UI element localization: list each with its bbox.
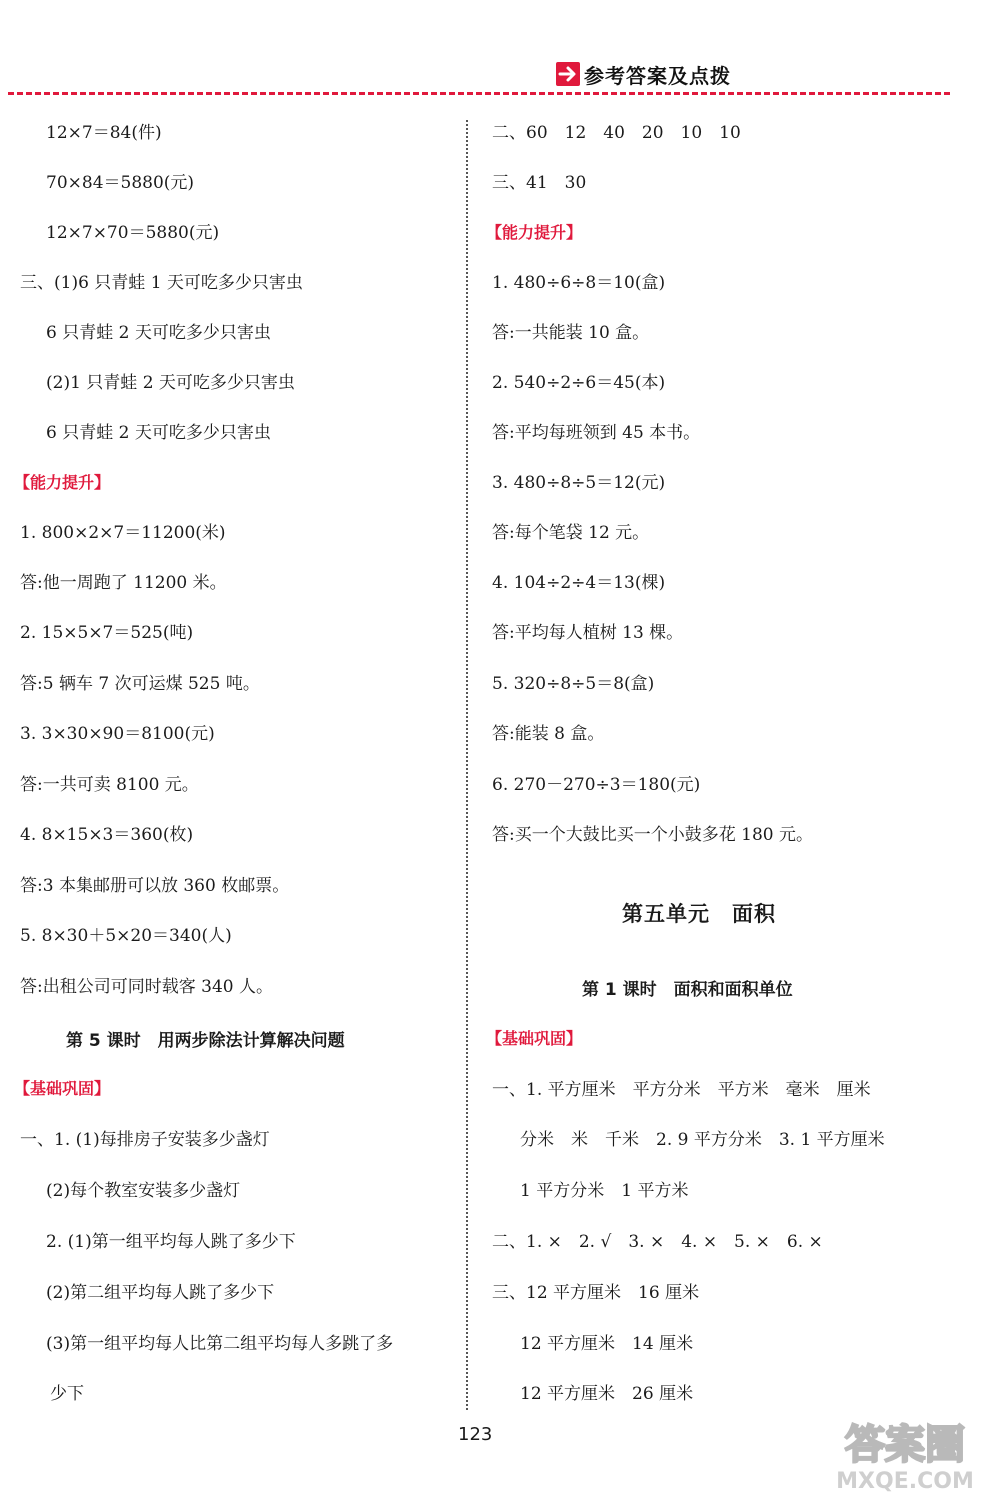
arrow-right-icon [556, 62, 580, 86]
page-number: 123 [458, 1424, 493, 1445]
answer-line: 答:他一周跑了 11200 米。 [20, 573, 227, 593]
answer-line: 少下 [50, 1384, 84, 1404]
answer-line: 1 平方分米 1 平方米 [520, 1181, 689, 1201]
answer-line: 答:买一个大鼓比买一个小鼓多花 180 元。 [492, 825, 813, 845]
answer-line: 三、12 平方厘米 16 厘米 [492, 1283, 700, 1303]
header-title: 参考答案及点拨 [584, 64, 731, 88]
watermark-logo [820, 1410, 990, 1494]
answer-line: 答:出租公司可同时载客 340 人。 [20, 977, 273, 997]
answer-line: 1. 480÷6÷8＝10(盒) [492, 273, 666, 293]
answer-line: 3. 3×30×90＝8100(元) [20, 724, 215, 744]
answer-line: 二、60 12 40 20 10 10 [492, 123, 741, 143]
answer-line: 5. 8×30＋5×20＝340(人) [20, 926, 232, 946]
section-tag: 【基础巩固】 [14, 1079, 111, 1098]
answer-line: 三、(1)6 只青蛙 1 天可吃多少只害虫 [20, 273, 303, 293]
answer-line: 3. 480÷8÷5＝12(元) [492, 473, 666, 493]
answer-line: 答:平均每班领到 45 本书。 [492, 423, 701, 443]
watermark-url: MXQE.COM [836, 1469, 974, 1494]
answer-line: 12×7＝84(件) [46, 123, 162, 143]
answer-line: 答:一共可卖 8100 元。 [20, 775, 199, 795]
lesson-title: 第 1 课时 面积和面积单位 [582, 980, 793, 1000]
answer-line: 一、1. 平方厘米 平方分米 平方米 毫米 厘米 [492, 1080, 871, 1100]
answer-line: 4. 8×15×3＝360(枚) [20, 825, 194, 845]
header-dashed-rule [8, 92, 950, 95]
watermark-text: 答案圈 [845, 1422, 965, 1468]
answer-line: (2)1 只青蛙 2 天可吃多少只害虫 [46, 373, 295, 393]
lesson-title: 第 5 课时 用两步除法计算解决问题 [66, 1031, 345, 1051]
unit-title: 第五单元 面积 [622, 902, 776, 926]
page-header [0, 0, 1000, 110]
answer-line: 12 平方厘米 14 厘米 [520, 1334, 694, 1354]
answer-line: 二、1. × 2. √ 3. × 4. × 5. × 6. × [492, 1232, 823, 1252]
answer-line: 2. 540÷2÷6＝45(本) [492, 373, 666, 393]
answer-line: 4. 104÷2÷4＝13(棵) [492, 573, 666, 593]
answer-line: 12×7×70＝5880(元) [46, 223, 220, 243]
answer-line: 6. 270－270÷3＝180(元) [492, 775, 701, 795]
answer-line: 6 只青蛙 2 天可吃多少只害虫 [46, 423, 271, 443]
answer-line: 分米 米 千米 2. 9 平方分米 3. 1 平方厘米 [520, 1130, 885, 1150]
answer-line: 1. 800×2×7＝11200(米) [20, 523, 226, 543]
answer-line: 2. 15×5×7＝525(吨) [20, 623, 194, 643]
answer-line: 答:3 本集邮册可以放 360 枚邮票。 [20, 876, 290, 896]
answer-line: 一、1. (1)每排房子安装多少盏灯 [20, 1130, 270, 1150]
answer-line: (2)每个教室安装多少盏灯 [46, 1181, 241, 1201]
section-tag: 【能力提升】 [486, 223, 583, 242]
answer-line: 答:能装 8 盒。 [492, 724, 605, 744]
column-divider [466, 120, 468, 1410]
section-tag: 【能力提升】 [14, 473, 111, 492]
answer-line: 5. 320÷8÷5＝8(盒) [492, 674, 655, 694]
answer-line: 答:平均每人植树 13 棵。 [492, 623, 684, 643]
answer-line: (2)第二组平均每人跳了多少下 [46, 1283, 275, 1303]
answer-line: 6 只青蛙 2 天可吃多少只害虫 [46, 323, 271, 343]
answer-line: 答:每个笔袋 12 元。 [492, 523, 650, 543]
answer-line: 答:5 辆车 7 次可运煤 525 吨。 [20, 674, 260, 694]
answer-line: (3)第一组平均每人比第二组平均每人多跳了多 [46, 1334, 394, 1354]
section-tag: 【基础巩固】 [486, 1029, 583, 1048]
answer-line: 三、41 30 [492, 173, 587, 193]
answer-line: 12 平方厘米 26 厘米 [520, 1384, 694, 1404]
answer-line: 2. (1)第一组平均每人跳了多少下 [46, 1232, 296, 1252]
answer-line: 70×84＝5880(元) [46, 173, 195, 193]
answer-line: 答:一共能装 10 盒。 [492, 323, 650, 343]
